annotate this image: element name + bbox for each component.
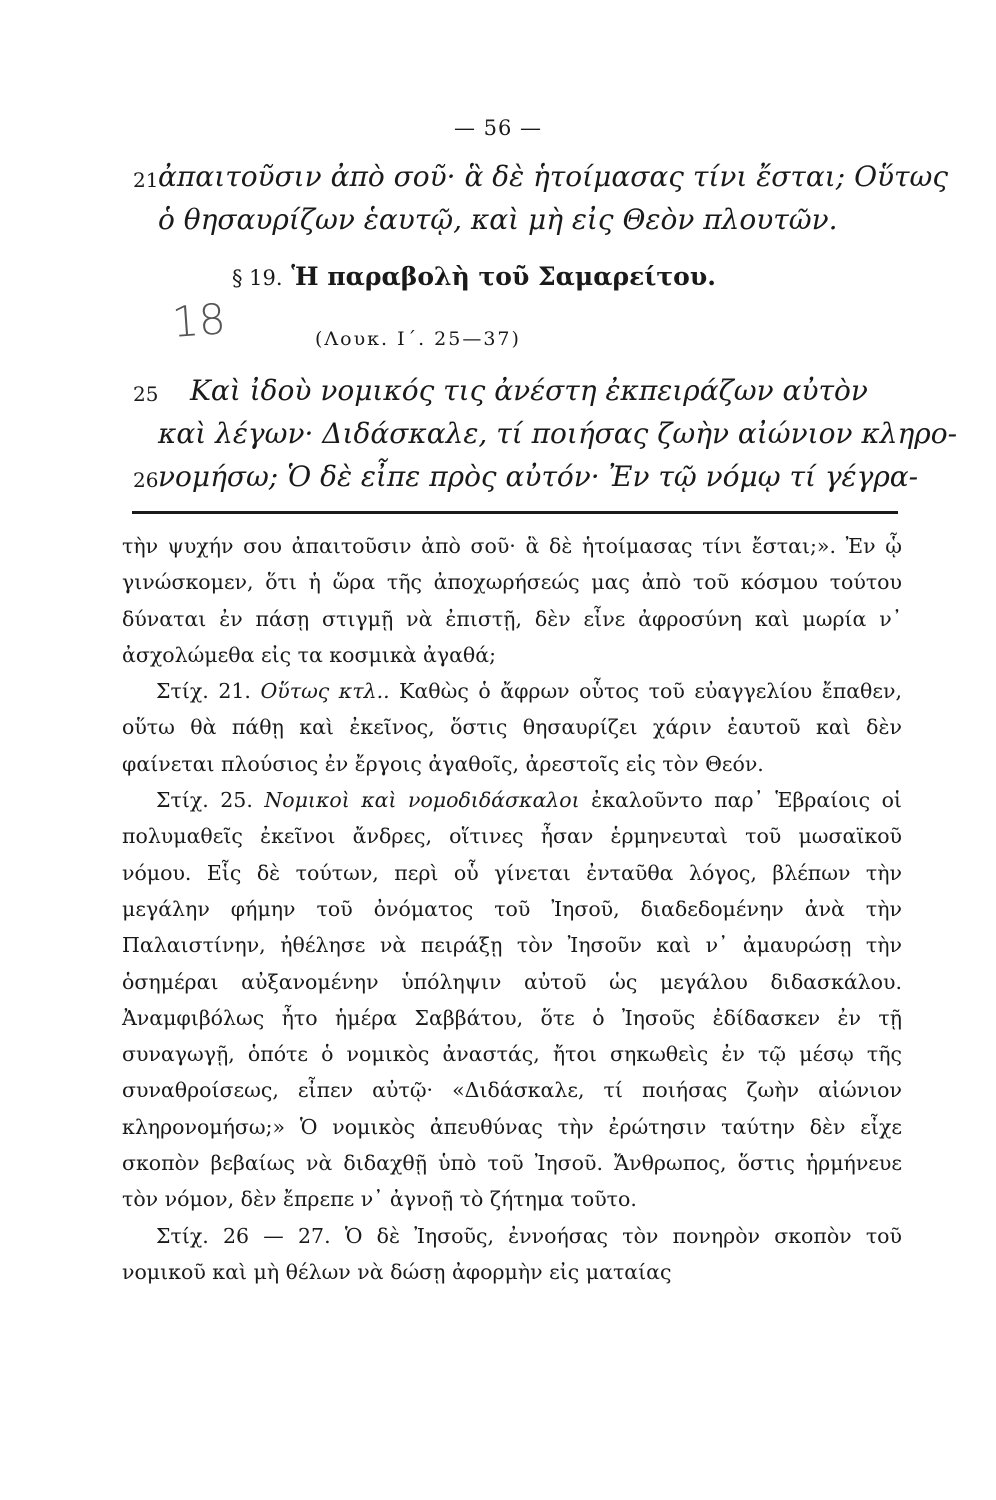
section-heading (232, 262, 716, 291)
verse-label: Στίχ. 26 — 27. (156, 1223, 331, 1248)
page-number: — 56 — (453, 116, 543, 140)
verse-number: 21 (133, 168, 159, 192)
verse-number: 26 (133, 468, 159, 492)
section-title: Ἡ παραβολὴ τοῦ Σαμαρείτου. (291, 262, 716, 291)
lemma: Οὕτως κτλ.. (260, 679, 390, 704)
commentary-paragraph (122, 1218, 902, 1291)
verse-label: Στίχ. 21. (156, 679, 251, 704)
verse-line: ἀπαιτοῦσιν ἀπὸ σοῦ· ἃ δὲ ἡτοίμασας τίνι ἔσται; Οὕτως (158, 160, 949, 193)
verse-line: Καὶ ἰδοὺ νομικός τις ἀνέστη ἐκπειράζων αὐτὸν (190, 374, 868, 407)
scripture-reference: (Λουκ. Ι΄. 25—37) (315, 328, 521, 350)
lemma: Νομικοὶ καὶ νομοδιδάσκαλοι (264, 788, 580, 813)
verse-line: ὁ θησαυρίζων ἑαυτῷ, καὶ μὴ εἰς Θεὸν πλουτῶν. (158, 203, 838, 236)
commentary-paragraph (122, 782, 902, 1218)
commentary-paragraph (122, 673, 902, 782)
commentary (122, 528, 902, 1290)
verse-label: Στίχ. 25. (156, 788, 253, 813)
section-mark: § 19. (232, 266, 283, 290)
verse-line: νομήσω; Ὁ δὲ εἶπε πρὸς αὐτόν· Ἐν τῷ νόμῳ τί γέγρα- (158, 460, 919, 493)
commentary-text: Ὁ δὲ Ἰησοῦς, ἐννοήσας τὸν πονηρὸν σκοπὸν τοῦ νομικοῦ καὶ μὴ θέλων νὰ δώσῃ ἀφορμὴν εἰς ματαίας (122, 1223, 902, 1284)
commentary-text: ἐκαλοῦντο παρ᾽ Ἑβραίοις οἱ πολυμαθεῖς ἐκεῖνοι ἄνδρες, οἵτινες ἦσαν ἑρμηνευταὶ τοῦ μωσαϊκοῦ νόμου. Εἷς δὲ τούτων, περὶ οὗ γίνεται ἐνταῦθα λόγος, βλέπων τὴν μεγάλην φήμην τοῦ ὀνόματος τοῦ Ἰησοῦ, διαδεδομένην ἀνὰ τὴν Παλαιστίνην, ἠθέλησε νὰ πειράξῃ τὸν Ἰησοῦν καὶ ν᾽ ἀμαυρώσῃ τὴν ὁσημέραι αὐξανομένην ὑπόληψιν αὐτοῦ ὡς μεγάλου διδασκάλου. Ἀναμφιβόλως ἦτο ἡμέρα Σαββάτου, ὅτε ὁ Ἰησοῦς ἐδίδασκεν ἐν τῇ συναγωγῇ, ὁπότε ὁ νομικὸς ἀναστάς, ἤτοι σηκωθεὶς ἐν τῷ μέσῳ τῆς συναθροίσεως, εἶπεν αὐτῷ· «Διδάσκαλε, τί ποιήσας ζωὴν αἰώνιον κληρονομήσω;» Ὁ νομικὸς ἀπευθύνας τὴν ἐρώτησιν ταύτην δὲν εἶχε σκοπὸν βεβαίως νὰ διδαχθῇ ὑπὸ τοῦ Ἰησοῦ. Ἄνθρωπος, ὅστις ἡρμήνευε τὸν νόμον, δὲν ἔπρεπε ν᾽ ἀγνοῇ τὸ ζήτημα τοῦτο. (122, 788, 902, 1212)
commentary-text: Καθὼς ὁ ἄφρων οὗτος τοῦ εὐαγγελίου ἔπαθεν, οὕτω θὰ πάθῃ καὶ ἐκεῖνος, ὅστις θησαυρίζει χάριν ἑαυτοῦ καὶ δὲν φαίνεται πλούσιος ἐν ἔργοις ἀγαθοῖς, ἀρεστοῖς εἰς τὸν Θεόν. (122, 679, 902, 776)
footnote-divider (132, 511, 898, 514)
verse-number: 25 (133, 382, 159, 406)
handwritten-margin-note: 18 (170, 294, 228, 347)
verse-line: καὶ λέγων· Διδάσκαλε, τί ποιήσας ζωὴν αἰώνιον κληρο- (158, 417, 958, 450)
commentary-paragraph: τὴν ψυχήν σου ἀπαιτοῦσιν ἀπὸ σοῦ· ἃ δὲ ἡτοίμασας τίνι ἔσται;». Ἐν ᾧ γινώσκομεν, ὅτι ἡ ὥρα τῆς ἀποχωρήσεώς μας ἀπὸ τοῦ κόσμου τούτου δύναται ἐν πάσῃ στιγμῇ νὰ ἐπιστῇ, δὲν εἶνε ἀφροσύνη καὶ μωρία ν᾽ ἀσχολώμεθα εἰς τα κοσμικὰ ἀγαθά; (122, 534, 902, 667)
